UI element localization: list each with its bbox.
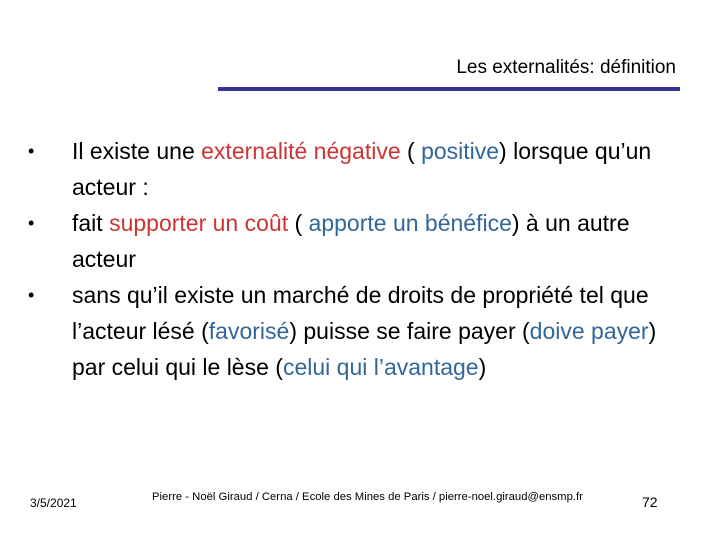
footer-credit: Pierre - Noël Giraud / Cerna / Ecole des Mines de Paris / pierre-noel.giraud@ensmp.fr <box>152 491 583 503</box>
bullet-text-segment: ) puisse se faire payer ( <box>289 318 530 344</box>
bullet-text-segment: ) par celui qui le lèse ( <box>72 318 657 380</box>
bullet-text-segment: doive payer <box>529 318 649 344</box>
bullet-item <box>28 277 692 385</box>
bullet-text-segment: ) <box>478 354 487 380</box>
footer-date: 3/5/2021 <box>30 496 77 510</box>
bullet-marker: • <box>28 213 35 233</box>
bullet-text-segment: ) lorsque qu’un acteur : <box>72 138 652 200</box>
bullet-text-segment: sans qu’il existe un marché de droits de propriété tel que l’acteur lésé ( <box>72 282 649 344</box>
page-number: 72 <box>642 494 658 510</box>
bullet-text-segment: supporter un coût <box>109 210 289 236</box>
bullet-text-segment: ( <box>400 138 422 164</box>
bullet-text-segment: ) à un autre acteur <box>72 210 630 272</box>
bullet-marker: • <box>28 285 35 305</box>
bullet-marker: • <box>28 141 35 161</box>
bullet-item <box>28 205 692 277</box>
bullet-text-segment: positive <box>421 138 500 164</box>
bullet-text-segment: celui qui l’avantage <box>282 354 479 380</box>
slide-title: Les externalités: définition <box>456 57 676 78</box>
bullet-text-segment: favorisé <box>208 318 290 344</box>
bullet-text-segment: fait <box>72 210 110 236</box>
bullet-text-segment: apporte un bénéfice <box>308 210 512 236</box>
title-underline <box>218 87 680 91</box>
bullet-text-segment: Il existe une <box>72 138 202 164</box>
bullet-item <box>28 133 692 205</box>
bullet-list <box>28 133 692 385</box>
bullet-text-segment: ( <box>288 210 309 236</box>
bullet-text-segment: externalité négative <box>201 138 401 164</box>
